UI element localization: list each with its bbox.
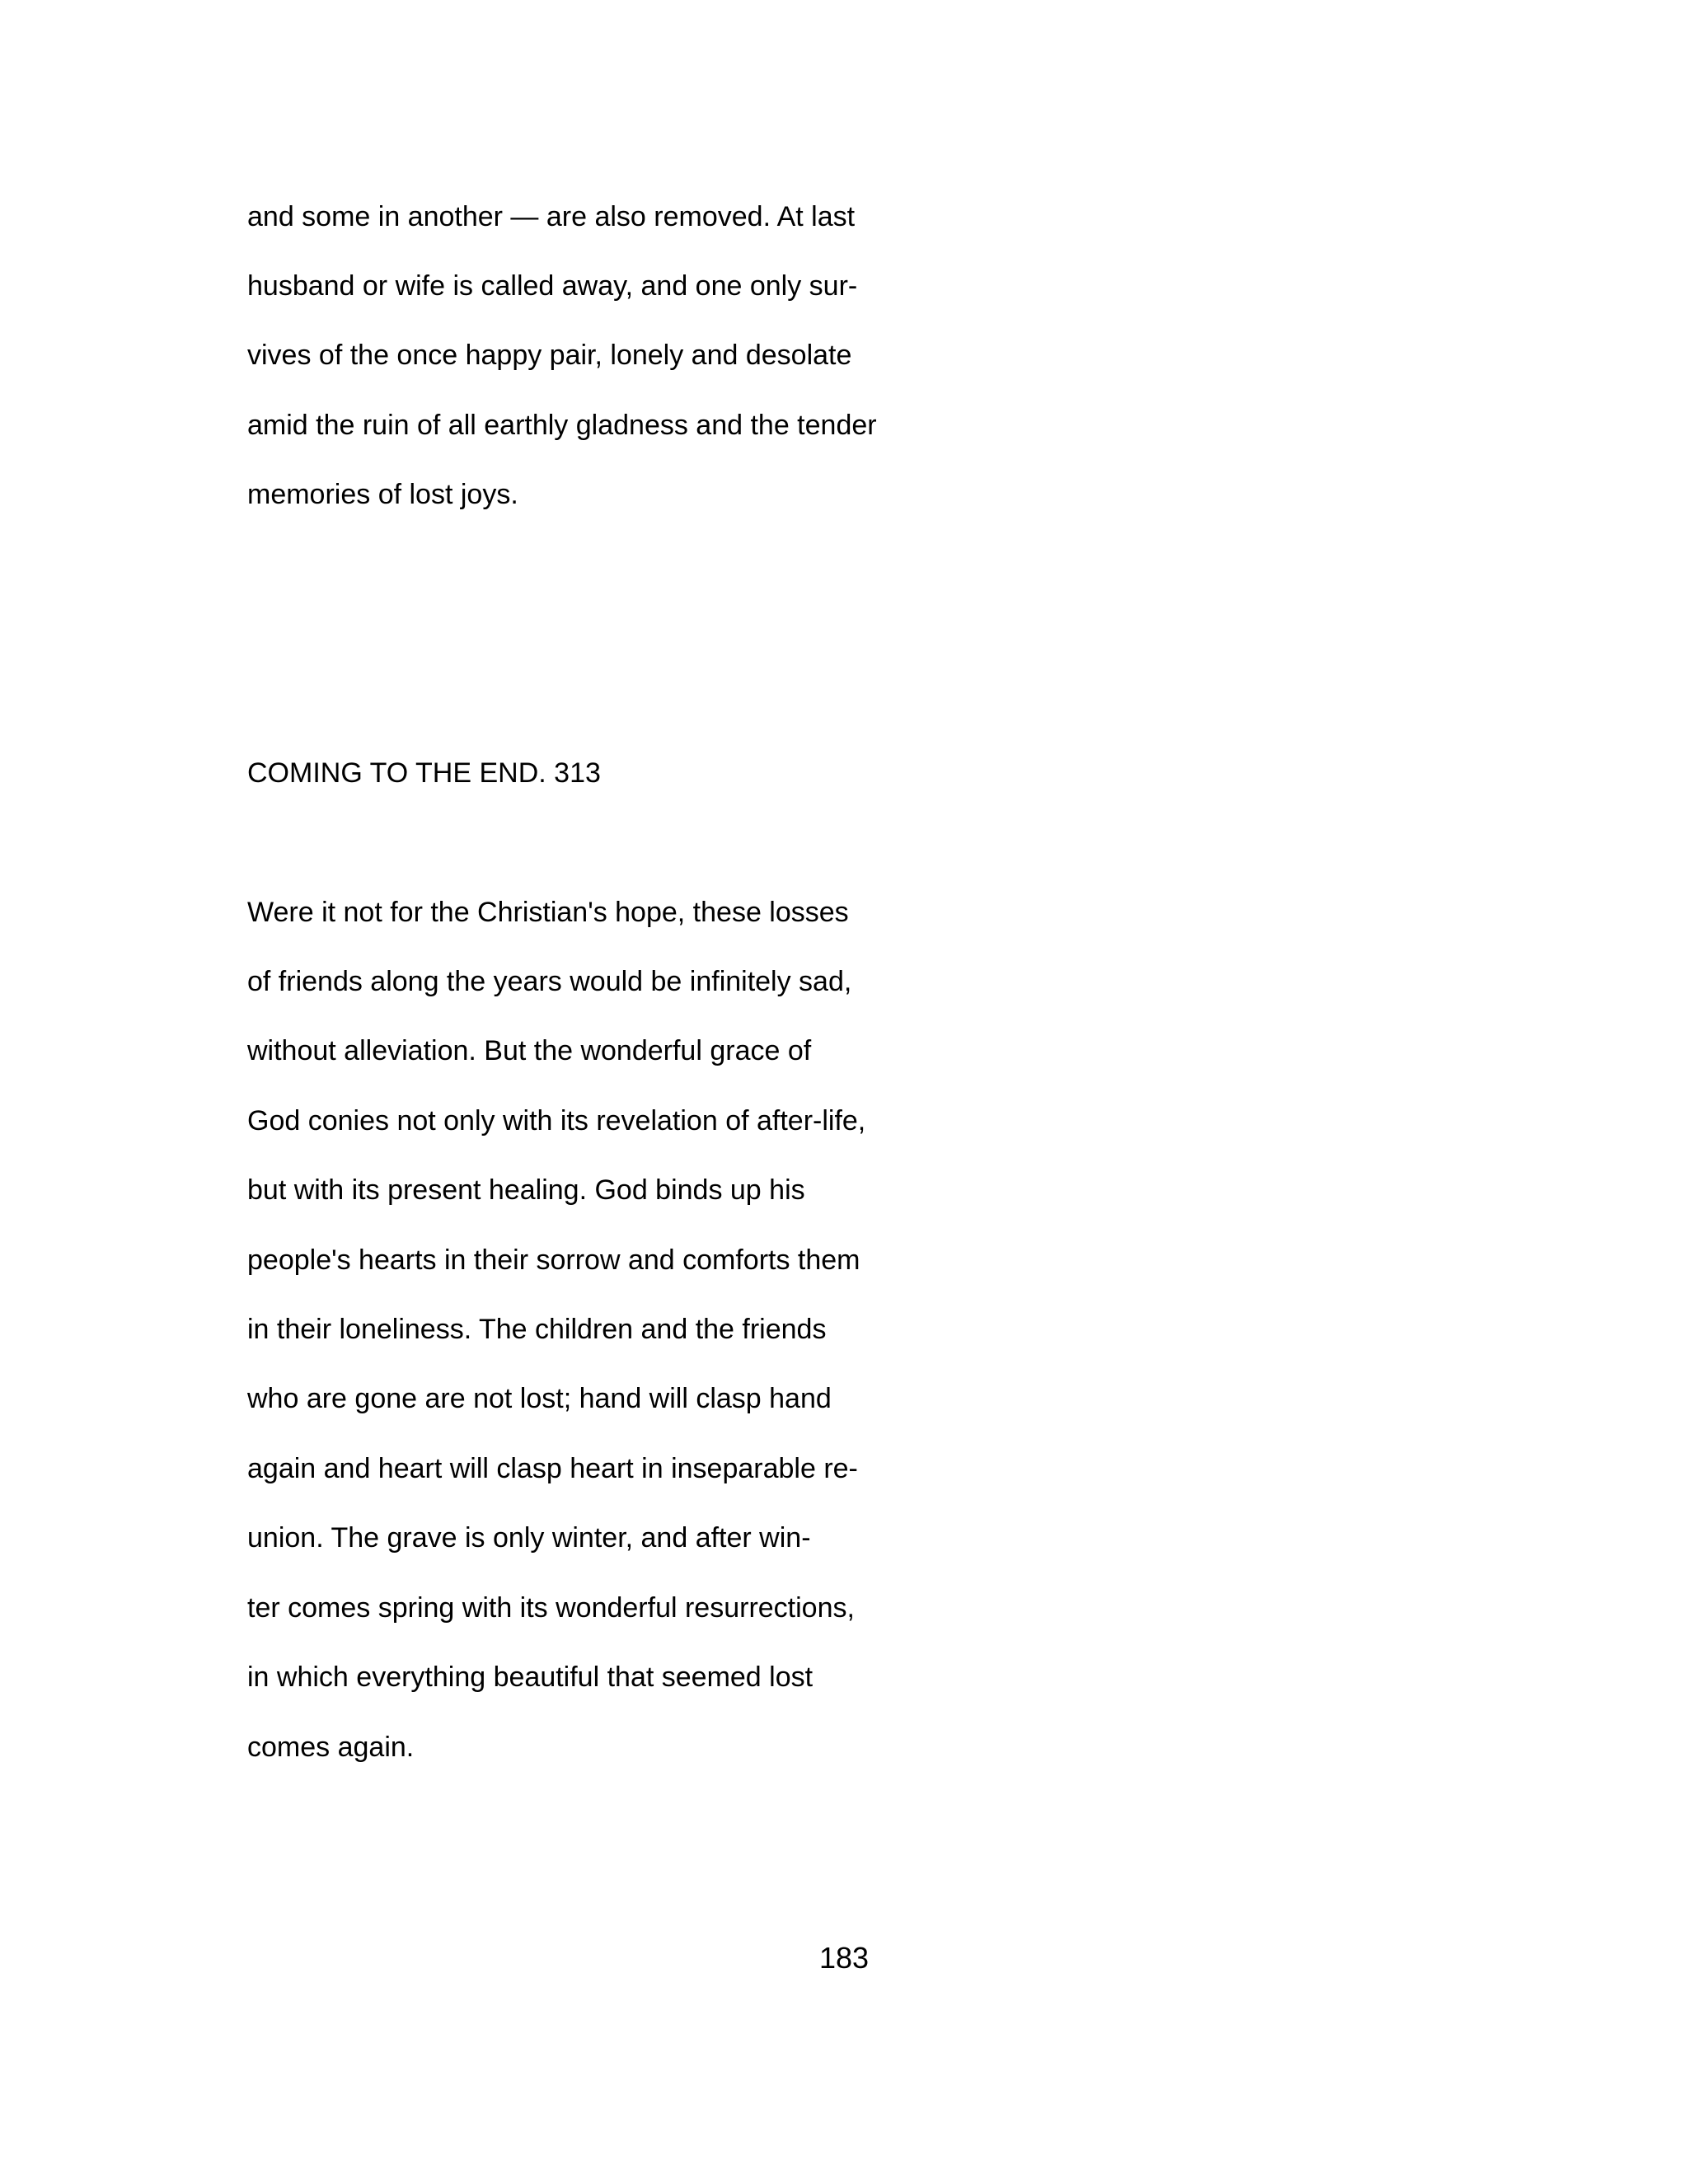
text-line: who are gone are not lost; hand will clasp hand (247, 1383, 832, 1414)
text-line: ter comes spring with its wonderful resurrections, (247, 1592, 855, 1624)
text-line: memories of lost joys. (247, 479, 518, 510)
text-line: in their loneliness. The children and the friends (247, 1314, 827, 1345)
text-line: but with its present healing. God binds up his (247, 1174, 805, 1206)
text-line: of friends along the years would be infinitely sad, (247, 966, 852, 997)
text-line: husband or wife is called away, and one only sur- (247, 270, 858, 302)
text-line: Were it not for the Christian's hope, these losses (247, 897, 849, 928)
text-line: God conies not only with its revelation of after-life, (247, 1105, 866, 1137)
text-line: again and heart will clasp heart in inseparable re- (247, 1453, 858, 1484)
page-number: 183 (818, 1941, 870, 1975)
text-line: comes again. (247, 1732, 415, 1763)
text-line: union. The grave is only winter, and after win- (247, 1522, 811, 1554)
text-line: amid the ruin of all earthly gladness and the tender (247, 410, 877, 441)
text-line: people's hearts in their sorrow and comforts them (247, 1244, 860, 1276)
running-head: COMING TO THE END. 313 (247, 757, 601, 789)
text-line: vives of the once happy pair, lonely and desolate (247, 340, 852, 371)
text-line: in which everything beautiful that seemed lost (247, 1661, 814, 1693)
text-line: without alleviation. But the wonderful grace of (247, 1035, 812, 1066)
text-line: and some in another — are also removed. At last (247, 201, 856, 232)
